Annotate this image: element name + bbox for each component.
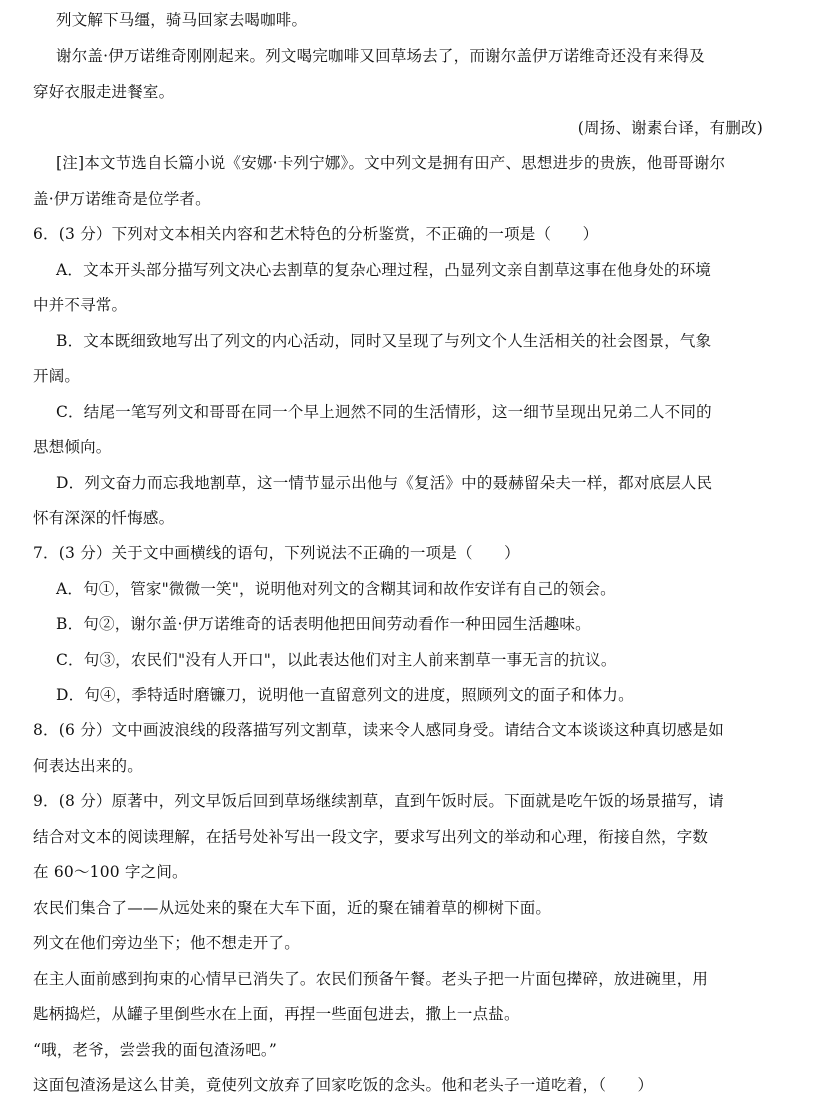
source-citation: (周扬、谢素台译，有删改)	[577, 119, 763, 137]
q6-option-a-cont: 中并不寻常。	[33, 296, 128, 314]
q6-option-c: C．结尾一笔写列文和哥哥在同一个早上迥然不同的生活情形，这一细节呈现出兄弟二人不同的	[56, 403, 712, 421]
excerpt-line: 这面包渣汤是这么甘美，竟使列文放弃了回家吃饭的念头。他和老头子一道吃着，（ ）	[33, 1076, 654, 1094]
passage-line: 谢尔盖·伊万诺维奇刚刚起来。列文喝完咖啡又回草场去了，而谢尔盖伊万诺维奇还没有来得及	[56, 47, 705, 65]
q6-option-b-cont: 开阔。	[33, 367, 81, 385]
q6-option-c-cont: 思想倾向。	[33, 438, 112, 456]
passage-line: 穿好衣服走进餐室。	[33, 83, 175, 101]
q6-option-d-cont: 怀有深深的忏悔感。	[33, 509, 175, 527]
question-9-cont: 在 60～100 字之间。	[33, 863, 188, 881]
excerpt-line: 农民们集合了——从远处来的聚在大车下面，近的聚在铺着草的柳树下面。	[33, 899, 552, 917]
question-6-stem: 6．(3 分）下列对文本相关内容和艺术特色的分析鉴赏，不正确的一项是（ ）	[33, 225, 599, 243]
q7-option-c: C．句③，农民们"没有人开口"，以此表达他们对主人前来割草一事无言的抗议。	[56, 651, 617, 669]
q7-option-b: B．句②，谢尔盖·伊万诺维奇的话表明他把田间劳动看作一种田园生活趣味。	[56, 615, 591, 633]
question-8-cont: 何表达出来的。	[33, 757, 143, 775]
excerpt-line: 列文在他们旁边坐下；他不想走开了。	[33, 934, 300, 952]
note-line: [注]本文节选自长篇小说《安娜·卡列宁娜》。文中列文是拥有田产、思想进步的贵族，他哥哥谢尔	[56, 154, 726, 172]
q6-option-d: D．列文奋力而忘我地割草，这一情节显示出他与《复活》中的聂赫留朵夫一样，都对底层人民	[56, 474, 713, 492]
question-8-stem: 8．(6 分）文中画波浪线的段落描写列文割草，读来令人感同身受。请结合文本谈谈这种真切感是如	[33, 721, 724, 739]
q6-option-b: B．文本既细致地写出了列文的内心活动，同时又呈现了与列文个人生活相关的社会图景，气象	[56, 332, 712, 350]
passage-line: 列文解下马缰，骑马回家去喝咖啡。	[56, 11, 308, 29]
q7-option-a: A．句①，管家"微微一笑"，说明他对列文的含糊其词和故作安详有自己的领会。	[56, 580, 616, 598]
q6-option-a: A．文本开头部分描写列文决心去割草的复杂心理过程，凸显列文亲自割草这事在他身处的环境	[56, 261, 712, 279]
excerpt-line: 在主人面前感到拘束的心情早已消失了。农民们预备午餐。老头子把一片面包撵碎，放进碗里，用	[33, 970, 709, 988]
q7-option-d: D．句④，季特适时磨镰刀，说明他一直留意列文的进度，照顾列文的面子和体力。	[56, 686, 634, 704]
excerpt-line: 匙柄捣烂，从罐子里倒些水在上面，再捏一些面包进去，撒上一点盐。	[33, 1005, 520, 1023]
question-9-stem: 9．(8 分）原著中，列文早饭后回到草场继续割草，直到午饭时辰。下面就是吃午饭的场景描写，请	[33, 792, 724, 810]
note-line: 盖·伊万诺维奇是位学者。	[33, 190, 211, 208]
excerpt-line: “哦，老爷，尝尝我的面包渣汤吧。”	[33, 1041, 277, 1059]
question-9-cont: 结合对文本的阅读理解，在括号处补写出一段文字，要求写出列文的举动和心理，衔接自然，字数	[33, 828, 709, 846]
question-7-stem: 7．(3 分）关于文中画横线的语句，下列说法不正确的一项是（ ）	[33, 544, 520, 562]
